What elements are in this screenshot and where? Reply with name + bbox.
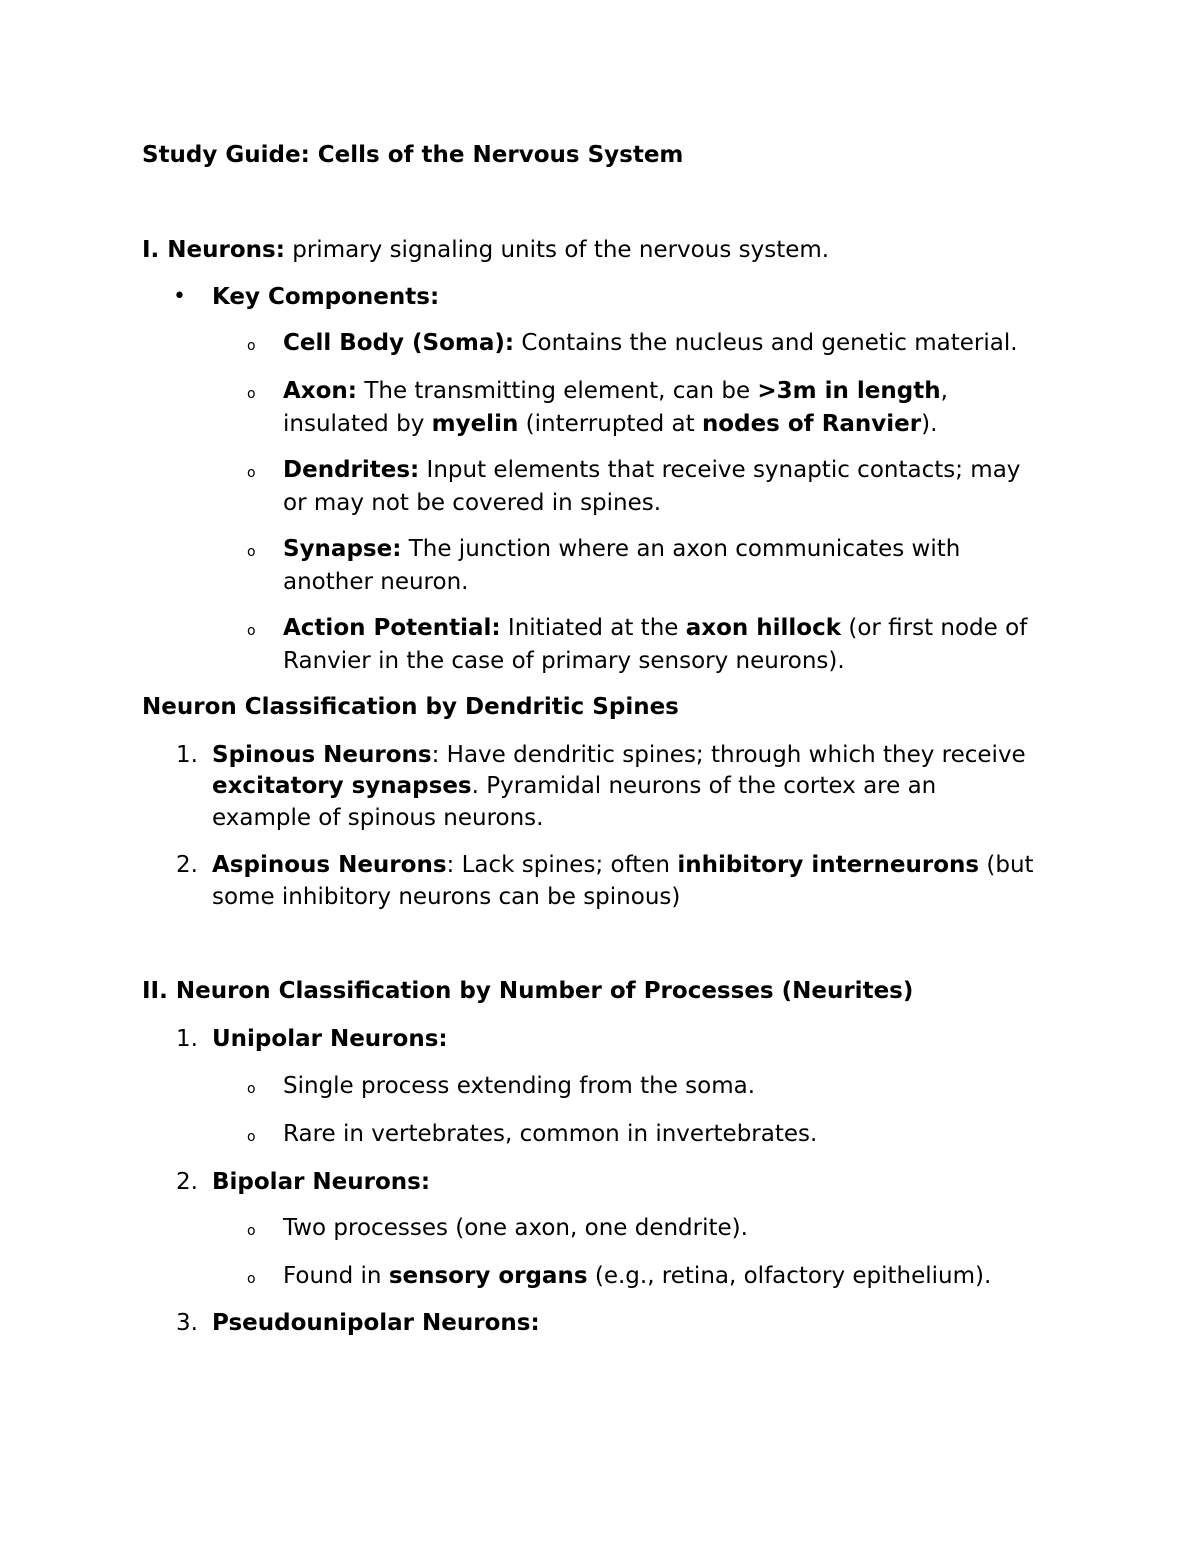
axon-insulated-text: insulated by [283,411,432,437]
bipolar-sub-1: Two processes (one axon, one dendrite). [283,1215,748,1241]
sensory-organs: sensory organs [388,1263,588,1289]
sub-bullet-icon: o [247,1271,256,1287]
sub-bullet-icon: o [247,338,256,354]
list-number: 1. [176,742,198,768]
action-potential-label: Action Potential: [283,615,501,641]
aspinous-line2: some inhibitory neurons can be spinous) [212,884,681,910]
unipolar-label: Unipolar Neurons: [212,1026,448,1052]
aspinous-line1 [212,849,1034,881]
spinous-line2 [212,770,936,802]
axon-text: The transmitting element, can be [357,378,758,404]
cell-body-text: Contains the nucleus and genetic material. [514,330,1018,356]
axon-close-paren: ). [921,411,938,437]
aspinous-text: : Lack spines; often [446,852,678,878]
bipolar-sub-2 [283,1260,991,1292]
list-number: 2. [176,852,198,878]
component-axon-line1 [283,375,948,407]
component-synapse-line2: another neuron. [283,569,469,595]
axon-myelin: myelin [431,411,519,437]
list-number: 2. [176,1169,198,1195]
sub-bullet-icon: o [247,1129,256,1145]
dendrites-label: Dendrites: [283,457,420,483]
spinous-line3: example of spinous neurons. [212,805,544,831]
action-potential-text: Initiated at the [500,615,686,641]
component-action-potential-line2: Ranvier in the case of primary sensory neurons). [283,648,845,674]
synapse-text: The junction where an axon communicates with [401,536,961,562]
spines-heading: Neuron Classification by Dendritic Spines [142,694,679,720]
component-dendrites-line1 [283,454,1020,486]
pseudounipolar-label: Pseudounipolar Neurons: [212,1310,540,1336]
axon-length: >3m in length [757,378,941,404]
section2-heading: II. Neuron Classification by Number of Processes (Neurites) [142,978,914,1004]
key-components-label: Key Components: [212,284,440,310]
synapse-label: Synapse: [283,536,402,562]
list-number: 3. [176,1310,198,1336]
component-dendrites-line2: or may not be covered in spines. [283,490,662,516]
axon-nodes-of-ranvier: nodes of Ranvier [701,411,922,437]
axon-label: Axon: [283,378,358,404]
list-number: 1. [176,1026,198,1052]
sub-bullet-icon: o [247,623,256,639]
section1-heading-text: primary signaling units of the nervous system. [284,237,830,263]
sub-bullet-icon: o [247,544,256,560]
section1-heading-label: I. Neurons: [142,237,285,263]
aspinous-text-b: (but [979,852,1034,878]
dendrites-text: Input elements that receive synaptic contacts; may [419,457,1021,483]
component-axon-line2 [283,408,937,440]
sub-bullet-icon: o [247,1081,256,1097]
unipolar-sub-2: Rare in vertebrates, common in invertebrates. [283,1121,818,1147]
document-title: Study Guide: Cells of the Nervous System [142,142,684,168]
action-potential-text-b: (or first node of [841,615,1028,641]
component-synapse-line1 [283,533,960,565]
axon-interrupted-text: (interrupted at [518,411,702,437]
sub-bullet-icon: o [247,465,256,481]
sub-bullet-icon: o [247,386,256,402]
bipolar-label: Bipolar Neurons: [212,1169,431,1195]
inhibitory-interneurons: inhibitory interneurons [677,852,980,878]
cell-body-label: Cell Body (Soma): [283,330,515,356]
spinous-text-2: . Pyramidal neurons of the cortex are an [471,773,937,799]
bullet-icon: • [173,284,186,309]
section1-heading [142,234,829,266]
bipolar-found-in: Found in [283,1263,389,1289]
axon-comma: , [940,378,948,404]
spinous-label: Spinous Neurons [212,742,432,768]
component-action-potential-line1 [283,612,1027,644]
excitatory-synapses: excitatory synapses [212,773,472,799]
component-cell-body [283,327,1018,359]
spinous-line1 [212,739,1026,771]
unipolar-sub-1: Single process extending from the soma. [283,1073,756,1099]
axon-hillock: axon hillock [685,615,842,641]
bipolar-examples: (e.g., retina, olfactory epithelium). [587,1263,992,1289]
spinous-text: : Have dendritic spines; through which they receive [431,742,1026,768]
sub-bullet-icon: o [247,1223,256,1239]
aspinous-label: Aspinous Neurons [212,852,447,878]
